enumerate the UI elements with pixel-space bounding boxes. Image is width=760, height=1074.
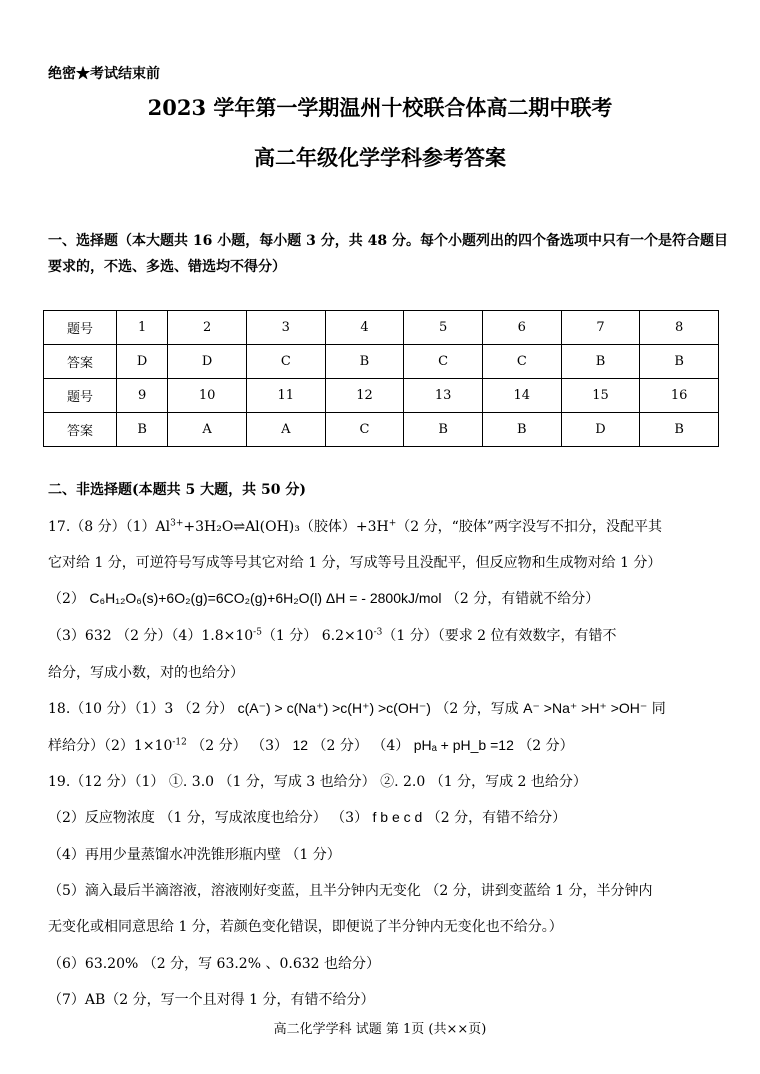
table-cell: A bbox=[246, 413, 325, 447]
q18-line1 bbox=[48, 698, 738, 718]
text: 同 bbox=[647, 701, 666, 717]
text: （2 分） （4） bbox=[312, 738, 410, 754]
table-cell: 4 bbox=[325, 311, 404, 345]
q19-line5: 无变化或相同意思给 1 分，若颜色变化错误，即便说了半分钟内无变化也不给分。） bbox=[48, 919, 563, 935]
text: 17.（8 分）（1）Al bbox=[48, 519, 171, 535]
table-cell: C bbox=[325, 413, 404, 447]
table-cell: 13 bbox=[404, 379, 483, 413]
section2-heading: 二、非选择题(本题共 5 大题，共 50 分) bbox=[48, 482, 306, 498]
text: +3H₂O⇌Al(OH)₃（胶体）+3H bbox=[183, 519, 389, 535]
table-cell: C bbox=[246, 345, 325, 379]
table-row bbox=[44, 413, 719, 447]
q19-line4: （5）滴入最后半滴溶液，溶液刚好变蓝，且半分钟内无变化 （2 分，讲到变蓝给 1 分，半分钟内 bbox=[48, 883, 653, 899]
table-cell: 9 bbox=[117, 379, 168, 413]
q17-line3 bbox=[48, 588, 738, 608]
table-row bbox=[44, 345, 719, 379]
row-label: 答案 bbox=[44, 345, 117, 379]
table-cell: D bbox=[117, 345, 168, 379]
q19-line2 bbox=[48, 807, 738, 827]
table-cell: D bbox=[168, 345, 247, 379]
text: 样给分）（2）1×10 bbox=[48, 738, 173, 754]
text: -12 bbox=[172, 737, 187, 748]
text: （2 分，有错不给分） bbox=[426, 810, 567, 826]
q19-line7: （7）AB（2 分，写一个且对得 1 分，有错不给分） bbox=[48, 992, 375, 1008]
text: （1 分）（要求 2 位有效数字，有错不 bbox=[382, 628, 617, 644]
table-cell: 8 bbox=[640, 311, 719, 345]
table-cell: C bbox=[482, 345, 561, 379]
answer-table bbox=[43, 310, 719, 447]
page-subtitle: 高二年级化学学科参考答案 bbox=[254, 145, 506, 170]
table-cell: B bbox=[561, 345, 640, 379]
table-cell: 6 bbox=[482, 311, 561, 345]
text: （2） bbox=[48, 591, 85, 607]
text: -3 bbox=[373, 627, 383, 638]
ph-relation: pHₐ + pH_b =12 bbox=[413, 737, 514, 753]
q19-line6: （6）63.20% （2 分，写 63.2% 、0.632 也给分） bbox=[48, 956, 381, 972]
table-cell: B bbox=[640, 345, 719, 379]
table-cell: 12 bbox=[325, 379, 404, 413]
row-label: 题号 bbox=[44, 311, 117, 345]
q17-line5: 给分，写成小数，对的也给分） bbox=[48, 665, 244, 681]
q18-line2 bbox=[48, 735, 738, 755]
text: （2 分，写成 bbox=[435, 701, 524, 717]
table-cell: 7 bbox=[561, 311, 640, 345]
text: （2）反应物浓度 （1 分，写成浓度也给分） （3） bbox=[48, 810, 369, 826]
text: （3）632 （2 分）（4）1.8×10 bbox=[48, 628, 254, 644]
text: 18.（10 分）（1）3 （2 分） bbox=[48, 701, 234, 717]
section1-heading: 一、选择题（本大题共 16 小题，每小题 3 分，共 48 分。每个小题列出的四个备选项中只有一个是符合题目要求的，不选、多选、错选均不得分） bbox=[48, 233, 728, 275]
table-cell: B bbox=[404, 413, 483, 447]
text: （1 分） 6.2×10 bbox=[261, 628, 374, 644]
text: （2 分，“胶体”两字没写不扣分，没配平其 bbox=[396, 519, 662, 535]
table-cell: B bbox=[640, 413, 719, 447]
table-cell: 3 bbox=[246, 311, 325, 345]
concentration-order: c(A⁻) > c(Na⁺) >c(H⁺) >c(OH⁻) bbox=[237, 700, 431, 716]
page-footer: 高二化学学科 试题 第 1页 (共××页) bbox=[273, 1022, 487, 1037]
table-cell: C bbox=[404, 345, 483, 379]
table-row bbox=[44, 311, 719, 345]
table-cell: 1 bbox=[117, 311, 168, 345]
table-cell: B bbox=[482, 413, 561, 447]
text: （2 分） （3） bbox=[186, 738, 289, 754]
page-title: 2023 学年第一学期温州十校联合体高二期中联考 bbox=[147, 95, 613, 120]
table-cell: 14 bbox=[482, 379, 561, 413]
q17-line1 bbox=[48, 516, 738, 536]
table-cell: 10 bbox=[168, 379, 247, 413]
table-cell: 5 bbox=[404, 311, 483, 345]
text: 12 bbox=[292, 737, 309, 753]
table-cell: 16 bbox=[640, 379, 719, 413]
text: f b e c d bbox=[372, 809, 423, 825]
table-cell: D bbox=[561, 413, 640, 447]
table-cell: B bbox=[325, 345, 404, 379]
table-cell: B bbox=[117, 413, 168, 447]
text: （2 分，有错就不给分） bbox=[445, 591, 600, 607]
row-label: 题号 bbox=[44, 379, 117, 413]
q19-line1: 19.（12 分）（1） ①. 3.0 （1 分，写成 3 也给分） ②. 2.0 （1 分，写成 2 也给分） bbox=[48, 774, 587, 790]
table-cell: 15 bbox=[561, 379, 640, 413]
ion-order: A⁻ >Na⁺ >H⁺ >OH⁻ bbox=[523, 700, 648, 716]
text: -5 bbox=[253, 627, 262, 638]
text: （2 分） bbox=[518, 738, 574, 754]
q19-line3: （4）再用少量蒸馏水冲洗锥形瓶内壁 （1 分） bbox=[48, 847, 341, 863]
table-cell: 2 bbox=[168, 311, 247, 345]
text: + bbox=[388, 518, 397, 529]
table-cell: A bbox=[168, 413, 247, 447]
table-cell: 11 bbox=[246, 379, 325, 413]
q17-line4 bbox=[48, 625, 738, 645]
table-row bbox=[44, 379, 719, 413]
row-label: 答案 bbox=[44, 413, 117, 447]
thermochemical-equation: C₆H₁₂O₆(s)+6O₂(g)=6CO₂(g)+6H₂O(l) ΔH = - 2800kJ/mol bbox=[89, 590, 442, 606]
confidential-mark: 绝密★考试结束前 bbox=[48, 66, 160, 82]
text: 3+ bbox=[170, 518, 184, 529]
q17-line2: 它对给 1 分，可逆符号写成等号其它对给 1 分，写成等号且没配平，但反应物和生成物对给 1 分） bbox=[48, 555, 662, 571]
